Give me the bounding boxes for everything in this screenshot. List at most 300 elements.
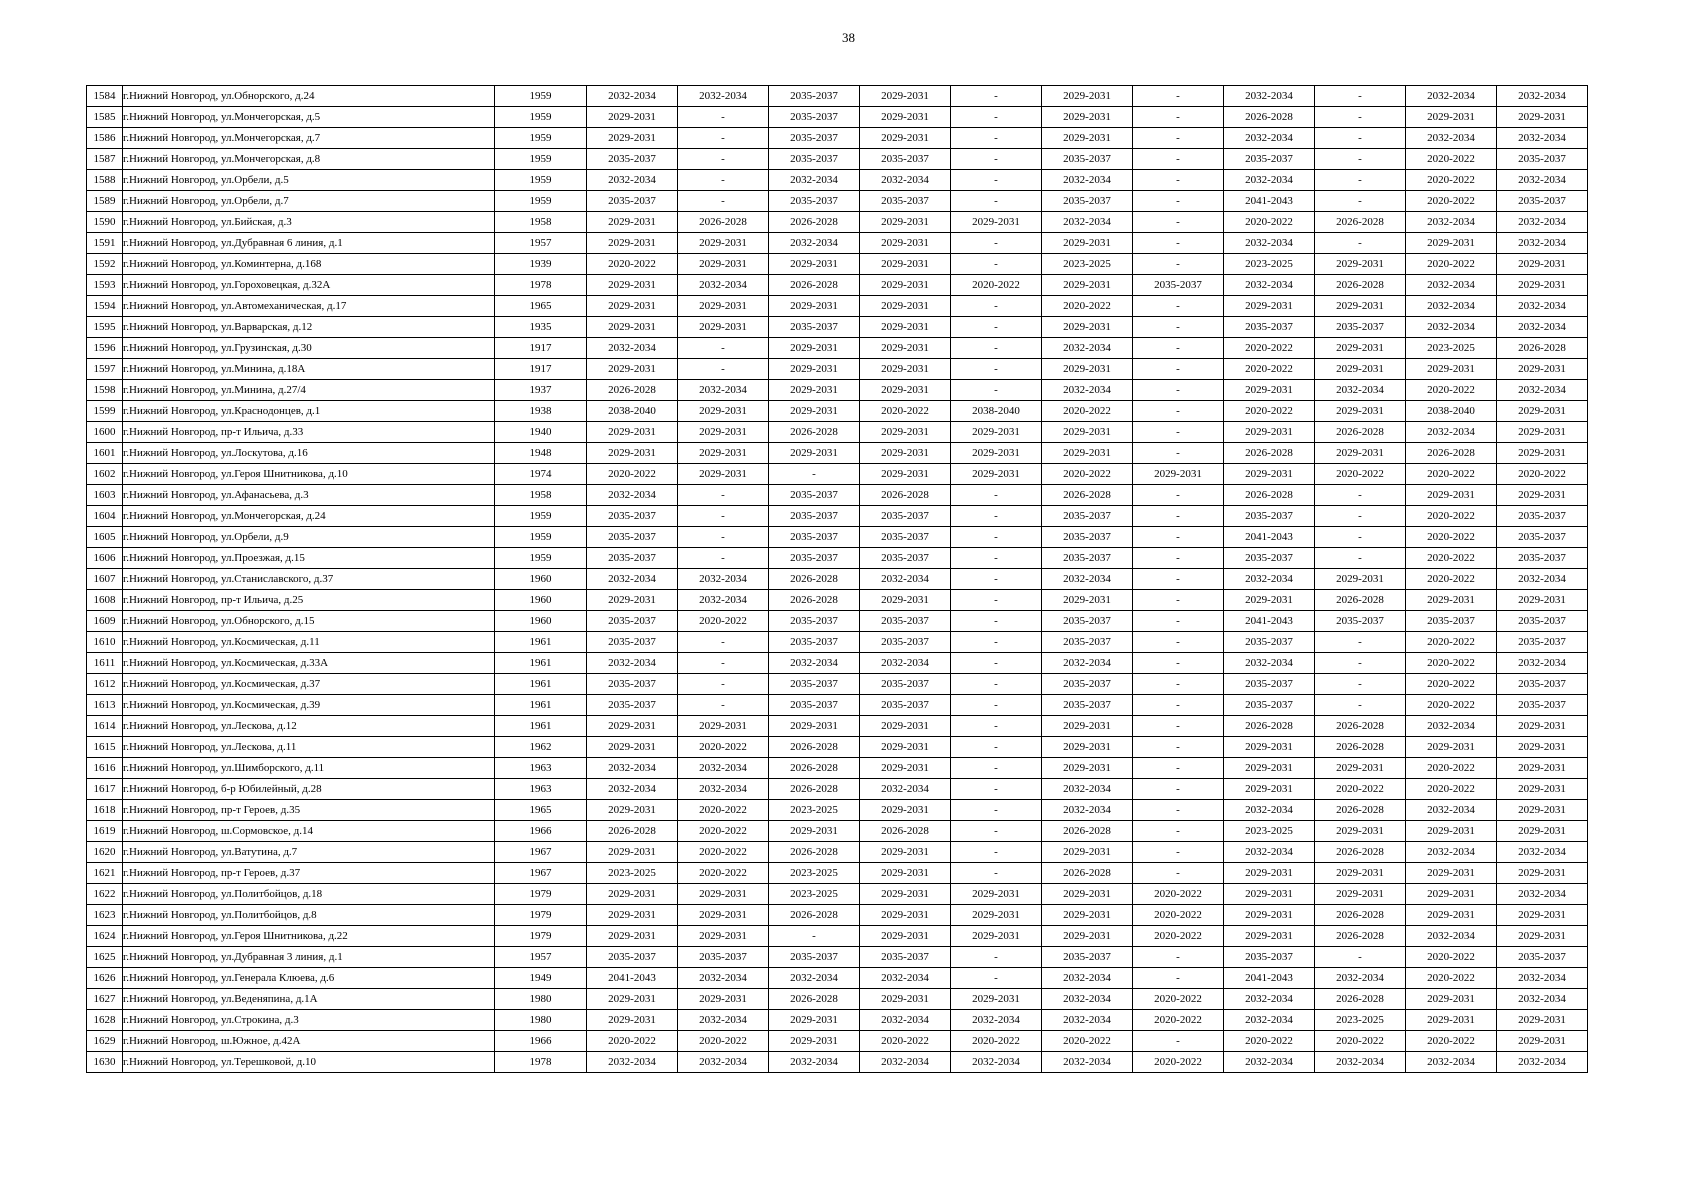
cell-period-1: 2035-2037 [587, 506, 678, 527]
cell-period-2: 2032-2034 [678, 275, 769, 296]
cell-row-number: 1600 [87, 422, 123, 443]
cell-period-10: 2023-2025 [1406, 338, 1497, 359]
cell-period-4: 2029-2031 [860, 86, 951, 107]
cell-period-10: 2020-2022 [1406, 170, 1497, 191]
cell-period-8: 2032-2034 [1224, 989, 1315, 1010]
cell-period-10: 2020-2022 [1406, 947, 1497, 968]
cell-build-year: 1980 [495, 989, 587, 1010]
cell-period-4: 2035-2037 [860, 695, 951, 716]
cell-period-6: 2029-2031 [1042, 443, 1133, 464]
cell-period-6: 2020-2022 [1042, 401, 1133, 422]
cell-period-5: - [951, 380, 1042, 401]
cell-period-10: 2029-2031 [1406, 233, 1497, 254]
cell-period-10: 2029-2031 [1406, 821, 1497, 842]
cell-build-year: 1960 [495, 611, 587, 632]
cell-row-number: 1592 [87, 254, 123, 275]
cell-period-6: 2032-2034 [1042, 653, 1133, 674]
cell-period-11: 2032-2034 [1497, 380, 1588, 401]
cell-period-9: 2026-2028 [1315, 905, 1406, 926]
cell-period-2: - [678, 338, 769, 359]
cell-period-5: - [951, 590, 1042, 611]
cell-row-number: 1595 [87, 317, 123, 338]
cell-period-4: 2029-2031 [860, 716, 951, 737]
cell-period-8: 2029-2031 [1224, 737, 1315, 758]
cell-period-7: - [1133, 653, 1224, 674]
cell-period-1: 2029-2031 [587, 317, 678, 338]
cell-period-4: 2029-2031 [860, 275, 951, 296]
cell-period-7: 2035-2037 [1133, 275, 1224, 296]
cell-period-4: 2029-2031 [860, 422, 951, 443]
cell-period-3: 2035-2037 [769, 632, 860, 653]
cell-period-3: 2035-2037 [769, 86, 860, 107]
cell-address: г.Нижний Новгород, ул.Мончегорская, д.5 [123, 107, 495, 128]
cell-period-8: 2041-2043 [1224, 611, 1315, 632]
cell-row-number: 1594 [87, 296, 123, 317]
cell-address: г.Нижний Новгород, ул.Бийская, д.3 [123, 212, 495, 233]
cell-row-number: 1591 [87, 233, 123, 254]
cell-period-2: 2032-2034 [678, 590, 769, 611]
cell-period-4: 2035-2037 [860, 674, 951, 695]
cell-address: г.Нижний Новгород, ул.Мончегорская, д.7 [123, 128, 495, 149]
cell-period-8: 2035-2037 [1224, 548, 1315, 569]
cell-period-6: 2032-2034 [1042, 380, 1133, 401]
cell-period-3: 2026-2028 [769, 842, 860, 863]
cell-row-number: 1609 [87, 611, 123, 632]
cell-period-5: - [951, 233, 1042, 254]
cell-period-1: 2029-2031 [587, 905, 678, 926]
cell-period-11: 2035-2037 [1497, 611, 1588, 632]
cell-row-number: 1625 [87, 947, 123, 968]
cell-period-3: 2029-2031 [769, 821, 860, 842]
cell-row-number: 1593 [87, 275, 123, 296]
cell-period-8: 2035-2037 [1224, 674, 1315, 695]
cell-period-3: 2023-2025 [769, 863, 860, 884]
cell-period-8: 2032-2034 [1224, 1052, 1315, 1073]
cell-period-8: 2029-2031 [1224, 758, 1315, 779]
cell-period-1: 2029-2031 [587, 296, 678, 317]
cell-period-4: 2035-2037 [860, 191, 951, 212]
cell-period-1: 2029-2031 [587, 737, 678, 758]
cell-period-1: 2029-2031 [587, 842, 678, 863]
cell-period-2: - [678, 674, 769, 695]
cell-period-9: - [1315, 485, 1406, 506]
cell-period-4: 2020-2022 [860, 401, 951, 422]
cell-build-year: 1966 [495, 1031, 587, 1052]
cell-period-9: 2029-2031 [1315, 401, 1406, 422]
cell-address: г.Нижний Новгород, ул.Космическая, д.11 [123, 632, 495, 653]
table-row [87, 716, 1588, 737]
cell-period-11: 2029-2031 [1497, 590, 1588, 611]
cell-period-3: 2029-2031 [769, 380, 860, 401]
cell-period-4: 2029-2031 [860, 842, 951, 863]
cell-period-10: 2020-2022 [1406, 695, 1497, 716]
cell-period-7: - [1133, 443, 1224, 464]
table-row [87, 128, 1588, 149]
cell-period-8: 2026-2028 [1224, 485, 1315, 506]
cell-period-8: 2032-2034 [1224, 233, 1315, 254]
cell-period-7: - [1133, 212, 1224, 233]
cell-period-11: 2029-2031 [1497, 905, 1588, 926]
cell-period-5: - [951, 296, 1042, 317]
cell-period-9: 2032-2034 [1315, 1052, 1406, 1073]
cell-period-5: - [951, 695, 1042, 716]
cell-period-1: 2023-2025 [587, 863, 678, 884]
cell-period-5: 2029-2031 [951, 926, 1042, 947]
cell-period-9: - [1315, 107, 1406, 128]
cell-period-4: 2026-2028 [860, 485, 951, 506]
cell-period-9: 2029-2031 [1315, 254, 1406, 275]
cell-period-8: 2035-2037 [1224, 632, 1315, 653]
cell-period-9: 2026-2028 [1315, 590, 1406, 611]
cell-period-11: 2029-2031 [1497, 485, 1588, 506]
cell-row-number: 1602 [87, 464, 123, 485]
table-row [87, 821, 1588, 842]
cell-address: г.Нижний Новгород, ш.Южное, д.42А [123, 1031, 495, 1052]
cell-period-3: 2035-2037 [769, 611, 860, 632]
cell-period-1: 2032-2034 [587, 569, 678, 590]
cell-period-2: - [678, 170, 769, 191]
cell-period-7: - [1133, 695, 1224, 716]
cell-build-year: 1957 [495, 233, 587, 254]
cell-period-11: 2032-2034 [1497, 233, 1588, 254]
cell-period-6: 2035-2037 [1042, 947, 1133, 968]
cell-period-7: 2029-2031 [1133, 464, 1224, 485]
cell-period-10: 2032-2034 [1406, 275, 1497, 296]
cell-period-6: 2020-2022 [1042, 464, 1133, 485]
page-number: 38 [842, 30, 855, 45]
cell-period-8: 2032-2034 [1224, 275, 1315, 296]
cell-period-2: 2032-2034 [678, 86, 769, 107]
cell-period-10: 2020-2022 [1406, 380, 1497, 401]
cell-period-6: 2035-2037 [1042, 527, 1133, 548]
cell-address: г.Нижний Новгород, ш.Сормовское, д.14 [123, 821, 495, 842]
cell-row-number: 1627 [87, 989, 123, 1010]
cell-period-9: 2026-2028 [1315, 800, 1406, 821]
cell-period-8: 2020-2022 [1224, 359, 1315, 380]
cell-build-year: 1940 [495, 422, 587, 443]
cell-row-number: 1616 [87, 758, 123, 779]
table-row [87, 149, 1588, 170]
cell-period-11: 2029-2031 [1497, 821, 1588, 842]
cell-period-1: 2032-2034 [587, 338, 678, 359]
cell-period-3: 2035-2037 [769, 485, 860, 506]
cell-period-4: 2029-2031 [860, 128, 951, 149]
cell-period-9: 2026-2028 [1315, 275, 1406, 296]
cell-period-3: 2026-2028 [769, 275, 860, 296]
cell-build-year: 1961 [495, 653, 587, 674]
cell-period-10: 2032-2034 [1406, 422, 1497, 443]
cell-period-11: 2035-2037 [1497, 947, 1588, 968]
cell-period-7: - [1133, 947, 1224, 968]
cell-build-year: 1960 [495, 569, 587, 590]
cell-period-2: 2029-2031 [678, 884, 769, 905]
table-row [87, 212, 1588, 233]
cell-period-5: - [951, 632, 1042, 653]
cell-period-8: 2020-2022 [1224, 338, 1315, 359]
cell-period-4: 2029-2031 [860, 254, 951, 275]
cell-address: г.Нижний Новгород, ул.Политбойцов, д.8 [123, 905, 495, 926]
cell-period-9: 2026-2028 [1315, 212, 1406, 233]
cell-period-9: 2026-2028 [1315, 422, 1406, 443]
cell-period-8: 2029-2031 [1224, 422, 1315, 443]
table-row [87, 401, 1588, 422]
cell-period-8: 2026-2028 [1224, 716, 1315, 737]
cell-period-8: 2035-2037 [1224, 947, 1315, 968]
cell-period-10: 2032-2034 [1406, 128, 1497, 149]
cell-period-10: 2029-2031 [1406, 884, 1497, 905]
table-row [87, 422, 1588, 443]
cell-row-number: 1611 [87, 653, 123, 674]
cell-address: г.Нижний Новгород, ул.Обнорского, д.24 [123, 86, 495, 107]
table-row [87, 800, 1588, 821]
table-row [87, 86, 1588, 107]
cell-period-3: 2026-2028 [769, 905, 860, 926]
cell-period-6: 2032-2034 [1042, 170, 1133, 191]
cell-address: г.Нижний Новгород, пр-т Героев, д.37 [123, 863, 495, 884]
cell-period-8: 2032-2034 [1224, 86, 1315, 107]
cell-period-10: 2020-2022 [1406, 1031, 1497, 1052]
cell-period-3: 2032-2034 [769, 968, 860, 989]
cell-period-10: 2032-2034 [1406, 1052, 1497, 1073]
cell-period-10: 2032-2034 [1406, 842, 1497, 863]
cell-period-1: 2029-2031 [587, 926, 678, 947]
cell-row-number: 1589 [87, 191, 123, 212]
cell-period-7: - [1133, 1031, 1224, 1052]
cell-period-4: 2035-2037 [860, 947, 951, 968]
cell-period-5: - [951, 842, 1042, 863]
cell-period-3: 2032-2034 [769, 1052, 860, 1073]
cell-period-1: 2032-2034 [587, 485, 678, 506]
cell-period-11: 2029-2031 [1497, 401, 1588, 422]
cell-period-1: 2035-2037 [587, 611, 678, 632]
cell-period-4: 2032-2034 [860, 569, 951, 590]
cell-period-3: 2029-2031 [769, 443, 860, 464]
cell-period-1: 2029-2031 [587, 716, 678, 737]
cell-period-1: 2029-2031 [587, 884, 678, 905]
cell-address: г.Нижний Новгород, ул.Орбели, д.9 [123, 527, 495, 548]
cell-period-8: 2035-2037 [1224, 506, 1315, 527]
cell-build-year: 1937 [495, 380, 587, 401]
cell-period-11: 2029-2031 [1497, 863, 1588, 884]
cell-row-number: 1620 [87, 842, 123, 863]
cell-period-9: 2029-2031 [1315, 863, 1406, 884]
cell-address: г.Нижний Новгород, ул.Космическая, д.33А [123, 653, 495, 674]
cell-build-year: 1917 [495, 338, 587, 359]
cell-address: г.Нижний Новгород, ул.Ватутина, д.7 [123, 842, 495, 863]
cell-period-2: 2032-2034 [678, 1010, 769, 1031]
cell-row-number: 1617 [87, 779, 123, 800]
cell-address: г.Нижний Новгород, ул.Афанасьева, д.3 [123, 485, 495, 506]
cell-period-10: 2020-2022 [1406, 758, 1497, 779]
cell-build-year: 1959 [495, 86, 587, 107]
cell-period-7: - [1133, 170, 1224, 191]
cell-row-number: 1628 [87, 1010, 123, 1031]
cell-period-11: 2029-2031 [1497, 443, 1588, 464]
cell-period-2: 2020-2022 [678, 737, 769, 758]
cell-period-11: 2032-2034 [1497, 212, 1588, 233]
cell-period-6: 2032-2034 [1042, 968, 1133, 989]
cell-period-7: - [1133, 548, 1224, 569]
cell-period-2: 2029-2031 [678, 401, 769, 422]
cell-period-8: 2020-2022 [1224, 401, 1315, 422]
cell-period-7: - [1133, 149, 1224, 170]
cell-period-6: 2026-2028 [1042, 821, 1133, 842]
cell-period-2: 2020-2022 [678, 863, 769, 884]
cell-row-number: 1624 [87, 926, 123, 947]
table-row [87, 317, 1588, 338]
table-row [87, 443, 1588, 464]
cell-period-5: 2020-2022 [951, 275, 1042, 296]
cell-period-6: 2032-2034 [1042, 212, 1133, 233]
cell-period-2: 2020-2022 [678, 1031, 769, 1052]
cell-period-7: - [1133, 380, 1224, 401]
cell-period-11: 2032-2034 [1497, 842, 1588, 863]
cell-period-8: 2041-2043 [1224, 968, 1315, 989]
cell-period-7: - [1133, 821, 1224, 842]
cell-period-2: - [678, 149, 769, 170]
cell-period-10: 2020-2022 [1406, 548, 1497, 569]
cell-period-7: - [1133, 569, 1224, 590]
cell-period-11: 2032-2034 [1497, 170, 1588, 191]
cell-period-3: 2035-2037 [769, 506, 860, 527]
cell-period-1: 2029-2031 [587, 443, 678, 464]
cell-period-1: 2026-2028 [587, 380, 678, 401]
cell-period-11: 2035-2037 [1497, 149, 1588, 170]
cell-period-2: 2026-2028 [678, 212, 769, 233]
cell-period-4: 2029-2031 [860, 800, 951, 821]
cell-period-1: 2029-2031 [587, 359, 678, 380]
cell-period-3: 2035-2037 [769, 548, 860, 569]
cell-period-4: 2020-2022 [860, 1031, 951, 1052]
cell-period-2: - [678, 359, 769, 380]
cell-period-8: 2032-2034 [1224, 653, 1315, 674]
cell-build-year: 1961 [495, 632, 587, 653]
cell-period-3: 2026-2028 [769, 590, 860, 611]
cell-period-7: - [1133, 485, 1224, 506]
cell-build-year: 1978 [495, 275, 587, 296]
cell-period-11: 2035-2037 [1497, 695, 1588, 716]
cell-row-number: 1618 [87, 800, 123, 821]
cell-address: г.Нижний Новгород, ул.Героя Шнитникова, д.10 [123, 464, 495, 485]
cell-period-3: 2035-2037 [769, 674, 860, 695]
cell-build-year: 1979 [495, 905, 587, 926]
cell-row-number: 1603 [87, 485, 123, 506]
cell-period-9: 2029-2031 [1315, 821, 1406, 842]
cell-period-4: 2029-2031 [860, 359, 951, 380]
cell-period-5: 2032-2034 [951, 1052, 1042, 1073]
cell-period-6: 2026-2028 [1042, 485, 1133, 506]
cell-address: г.Нижний Новгород, ул.Мончегорская, д.8 [123, 149, 495, 170]
cell-period-11: 2029-2031 [1497, 254, 1588, 275]
cell-period-10: 2035-2037 [1406, 611, 1497, 632]
cell-period-7: - [1133, 674, 1224, 695]
cell-build-year: 1966 [495, 821, 587, 842]
cell-row-number: 1607 [87, 569, 123, 590]
table-row [87, 947, 1588, 968]
cell-period-7: - [1133, 296, 1224, 317]
cell-period-1: 2029-2031 [587, 1010, 678, 1031]
cell-period-11: 2035-2037 [1497, 548, 1588, 569]
cell-address: г.Нижний Новгород, ул.Минина, д.18А [123, 359, 495, 380]
cell-period-11: 2035-2037 [1497, 506, 1588, 527]
cell-address: г.Нижний Новгород, ул.Героя Шнитникова, д.22 [123, 926, 495, 947]
cell-row-number: 1622 [87, 884, 123, 905]
cell-period-10: 2029-2031 [1406, 905, 1497, 926]
cell-period-4: 2029-2031 [860, 737, 951, 758]
cell-period-5: - [951, 569, 1042, 590]
cell-period-10: 2029-2031 [1406, 863, 1497, 884]
table-row [87, 548, 1588, 569]
cell-period-4: 2029-2031 [860, 443, 951, 464]
cell-period-11: 2029-2031 [1497, 737, 1588, 758]
cell-period-11: 2032-2034 [1497, 968, 1588, 989]
cell-period-9: 2026-2028 [1315, 989, 1406, 1010]
cell-period-10: 2020-2022 [1406, 968, 1497, 989]
cell-period-7: - [1133, 779, 1224, 800]
cell-address: г.Нижний Новгород, ул.Варварская, д.12 [123, 317, 495, 338]
cell-period-4: 2029-2031 [860, 107, 951, 128]
cell-period-5: - [951, 128, 1042, 149]
cell-period-5: 2038-2040 [951, 401, 1042, 422]
cell-period-7: - [1133, 233, 1224, 254]
cell-period-9: 2020-2022 [1315, 1031, 1406, 1052]
cell-row-number: 1630 [87, 1052, 123, 1073]
cell-period-8: 2041-2043 [1224, 527, 1315, 548]
table-row [87, 695, 1588, 716]
cell-period-10: 2020-2022 [1406, 632, 1497, 653]
cell-period-1: 2032-2034 [587, 86, 678, 107]
cell-period-10: 2020-2022 [1406, 464, 1497, 485]
table-row [87, 653, 1588, 674]
cell-period-5: - [951, 254, 1042, 275]
cell-period-8: 2035-2037 [1224, 149, 1315, 170]
cell-period-4: 2032-2034 [860, 1010, 951, 1031]
cell-period-11: 2029-2031 [1497, 716, 1588, 737]
cell-period-3: 2029-2031 [769, 716, 860, 737]
cell-period-1: 2035-2037 [587, 191, 678, 212]
cell-period-10: 2032-2034 [1406, 716, 1497, 737]
cell-address: г.Нижний Новгород, ул.Минина, д.27/4 [123, 380, 495, 401]
table-row [87, 968, 1588, 989]
cell-period-9: 2029-2031 [1315, 338, 1406, 359]
cell-row-number: 1613 [87, 695, 123, 716]
cell-row-number: 1598 [87, 380, 123, 401]
cell-address: г.Нижний Новгород, ул.Орбели, д.7 [123, 191, 495, 212]
cell-build-year: 1917 [495, 359, 587, 380]
cell-build-year: 1967 [495, 863, 587, 884]
cell-period-11: 2032-2034 [1497, 317, 1588, 338]
cell-period-2: - [678, 548, 769, 569]
cell-period-8: 2026-2028 [1224, 443, 1315, 464]
cell-period-5: - [951, 611, 1042, 632]
cell-period-2: 2020-2022 [678, 800, 769, 821]
cell-build-year: 1959 [495, 149, 587, 170]
cell-period-8: 2029-2031 [1224, 926, 1315, 947]
cell-period-7: 2020-2022 [1133, 989, 1224, 1010]
cell-period-8: 2032-2034 [1224, 1010, 1315, 1031]
cell-build-year: 1958 [495, 485, 587, 506]
cell-period-3: 2029-2031 [769, 254, 860, 275]
cell-period-5: - [951, 170, 1042, 191]
cell-period-6: 2032-2034 [1042, 779, 1133, 800]
cell-period-7: - [1133, 758, 1224, 779]
cell-period-5: - [951, 191, 1042, 212]
cell-period-10: 2020-2022 [1406, 149, 1497, 170]
cell-period-1: 2038-2040 [587, 401, 678, 422]
cell-address: г.Нижний Новгород, ул.Строкина, д.3 [123, 1010, 495, 1031]
cell-period-7: - [1133, 968, 1224, 989]
cell-period-3: 2035-2037 [769, 947, 860, 968]
